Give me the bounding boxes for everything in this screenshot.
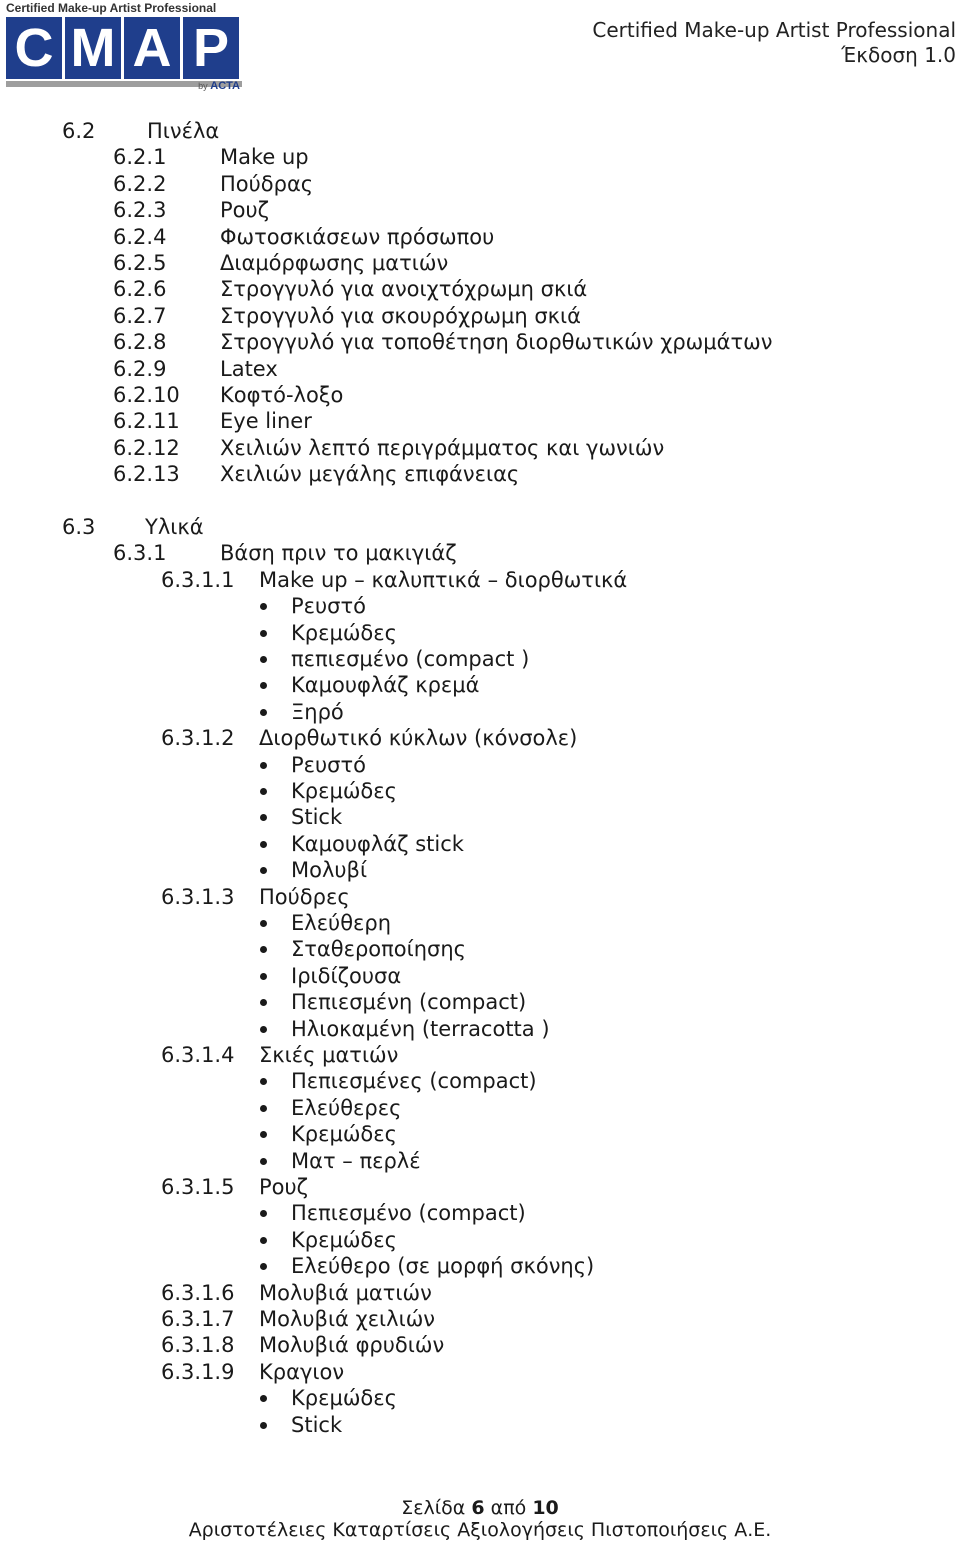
item-number: 6.2.3	[113, 198, 167, 222]
item-number: 6.2.9	[113, 357, 167, 381]
logo-letter-p: P	[183, 17, 239, 79]
item-label: Latex	[220, 357, 278, 381]
logo-letters	[6, 17, 246, 79]
page-sep: από	[490, 1497, 527, 1519]
bullet-label: Καμουφλάζ stick	[291, 832, 464, 856]
page-total: 10	[532, 1497, 559, 1519]
bullet-label: Κρεμώδες	[291, 1386, 397, 1410]
bullet-label: Ρευστό	[291, 753, 366, 777]
item-number: 6.3.1.9	[161, 1360, 235, 1384]
item-label: Make up	[220, 145, 309, 169]
bullet-label: Stick	[291, 805, 343, 829]
logo-brand-name: ACTA	[210, 80, 240, 92]
item-label: Διορθωτικό κύκλων (κόνσολε)	[259, 726, 578, 750]
item-label: Eye liner	[220, 409, 312, 433]
item-label: Ρουζ	[259, 1175, 309, 1199]
item-label: Στρογγυλό για ανοιχτόχρωμη σκιά	[220, 277, 588, 301]
item-number: 6.3.1.1	[161, 568, 235, 592]
bullet-label: Ρευστό	[291, 594, 366, 618]
header-title: Certified Make-up Artist Professional	[592, 18, 956, 42]
bullet-label: Κρεμώδες	[291, 1122, 397, 1146]
bullet-label: Ματ – περλέ	[291, 1149, 421, 1173]
section-title: Πινέλα	[147, 119, 220, 143]
section-title: Υλικά	[145, 515, 204, 539]
bullet-label: Ελεύθερο (σε μορφή σκόνης)	[291, 1254, 595, 1278]
page-header	[592, 18, 956, 68]
logo-by-label: by	[198, 81, 208, 91]
bullet-label: Ελεύθερη	[291, 911, 392, 935]
item-number: 6.2.13	[113, 462, 180, 486]
item-label: Χειλιών μεγάλης επιφάνειας	[220, 462, 520, 486]
item-label: Πούδρας	[220, 172, 314, 196]
bullet-label: Κρεμώδες	[291, 621, 397, 645]
bullet-label: Πεπιεσμένο (compact)	[291, 1201, 526, 1225]
bullet-label: Πεπιεσμένη (compact)	[291, 990, 527, 1014]
bullet-label: Καμουφλάζ κρεμά	[291, 673, 480, 697]
item-number: 6.3.1.4	[161, 1043, 235, 1067]
item-number: 6.2.7	[113, 304, 167, 328]
item-label: Μολυβιά ματιών	[259, 1281, 432, 1305]
item-label: Make up – καλυπτικά – διορθωτικά	[259, 568, 628, 592]
item-label: Κοφτό-λοξο	[220, 383, 344, 407]
item-number: 6.3.1.3	[161, 885, 235, 909]
item-number: 6.2.8	[113, 330, 167, 354]
logo-letter-m: M	[65, 17, 121, 79]
item-number: 6.2.2	[113, 172, 167, 196]
subsection-number: 6.3.1	[113, 541, 167, 565]
item-label: Διαμόρφωσης ματιών	[220, 251, 449, 275]
bullet-label: Ιριδίζουσα	[291, 964, 402, 988]
bullet-label: Μολυβί	[291, 858, 368, 882]
bullet-label: Stick	[291, 1413, 343, 1437]
item-label: Μολυβιά φρυδιών	[259, 1333, 445, 1357]
bullet-label: Κρεμώδες	[291, 1228, 397, 1252]
item-label: Χειλιών λεπτό περιγράμματος και γωνιών	[220, 436, 665, 460]
logo-top-text: Certified Make-up Artist Professional	[6, 1, 217, 15]
item-label: Στρογγυλό για σκουρόχρωμη σκιά	[220, 304, 581, 328]
item-label: Στρογγυλό για τοποθέτηση διορθωτικών χρωμάτων	[220, 330, 773, 354]
item-number: 6.3.1.5	[161, 1175, 235, 1199]
item-label: Φωτοσκιάσεων πρόσωπου	[220, 225, 495, 249]
item-number: 6.2.10	[113, 383, 180, 407]
item-number: 6.3.1.6	[161, 1281, 235, 1305]
section-number: 6.2	[62, 119, 96, 143]
item-number: 6.2.11	[113, 409, 180, 433]
logo-letter-c: C	[6, 17, 62, 79]
bullet-label: Πεπιεσμένες (compact)	[291, 1069, 537, 1093]
item-number: 6.3.1.2	[161, 726, 235, 750]
section-number: 6.3	[62, 515, 96, 539]
bullet-label: Ξηρό	[291, 700, 344, 724]
bullet-label: Ηλιοκαμένη (terracotta )	[291, 1017, 550, 1041]
bullet-label: πεπιεσμένο (compact )	[291, 647, 530, 671]
bullet-label: Σταθεροποίησης	[291, 937, 466, 961]
item-number: 6.3.1.7	[161, 1307, 235, 1331]
subsection-title: Βάση πριν το μακιγιάζ	[220, 541, 457, 565]
item-label: Σκιές ματιών	[259, 1043, 399, 1067]
item-number: 6.2.6	[113, 277, 167, 301]
item-number: 6.2.4	[113, 225, 167, 249]
company-footer: Αριστοτέλειες Καταρτίσεις Αξιολογήσεις Πιστοποιήσεις Α.Ε.	[188, 1519, 772, 1541]
item-number: 6.3.1.8	[161, 1333, 235, 1357]
bullet-label: Ελεύθερες	[291, 1096, 402, 1120]
item-number: 6.2.12	[113, 436, 180, 460]
item-label: Πούδρες	[259, 885, 350, 909]
page-prefix: Σελίδα	[401, 1497, 466, 1519]
logo-brand	[198, 80, 240, 92]
bullet-label: Κρεμώδες	[291, 779, 397, 803]
page-number	[0, 1496, 960, 1520]
item-number: 6.2.1	[113, 145, 167, 169]
item-label: Κραγιον	[259, 1360, 345, 1384]
header-edition: Έκδοση 1.0	[841, 43, 956, 67]
page-current: 6	[471, 1497, 485, 1519]
item-number: 6.2.5	[113, 251, 167, 275]
cmap-logo	[6, 2, 246, 94]
item-label: Ρουζ	[220, 198, 270, 222]
logo-letter-a: A	[124, 17, 180, 79]
item-label: Μολυβιά χειλιών	[259, 1307, 436, 1331]
